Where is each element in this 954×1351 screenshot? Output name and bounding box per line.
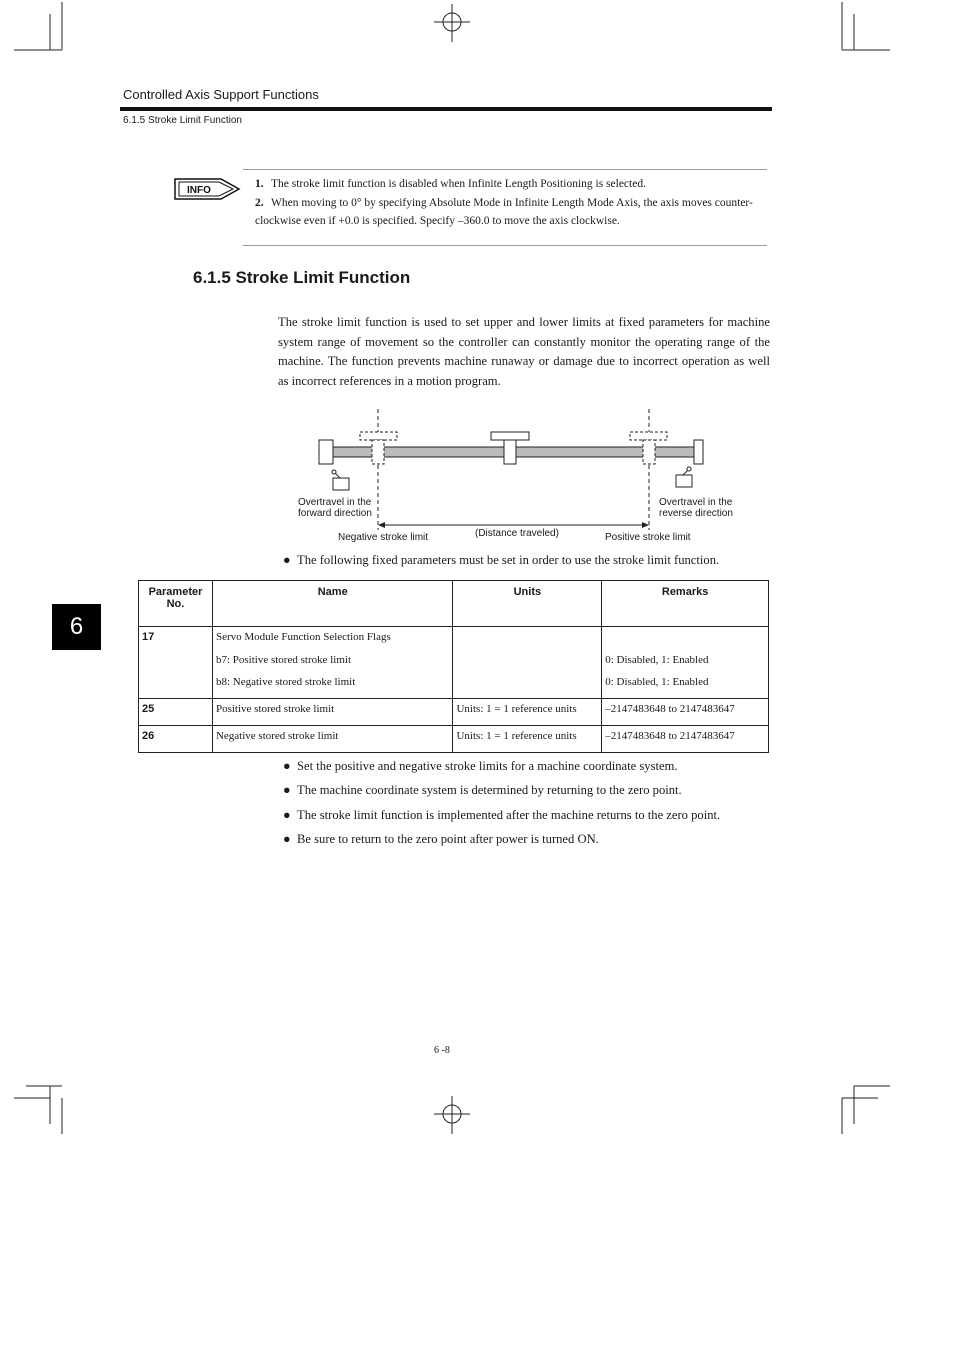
bullet-item: ● The machine coordinate system is determined by returning to the zero point. bbox=[283, 783, 682, 797]
info-item-1: 1. The stroke limit function is disabled when Infinite Length Positioning is selected. bbox=[255, 178, 646, 190]
bullet-dot-icon: ● bbox=[283, 759, 291, 773]
label-distance-traveled: (Distance traveled) bbox=[475, 528, 559, 539]
param-no: 26 bbox=[139, 726, 213, 753]
param-units: Units: 1 = 1 reference units bbox=[453, 699, 602, 726]
param-name: Negative stored stroke limit bbox=[212, 726, 453, 753]
bullet-dot-icon: ● bbox=[283, 553, 291, 567]
param-units bbox=[453, 627, 602, 699]
page-number: 6 -8 bbox=[434, 1045, 450, 1056]
param-name: Positive stored stroke limit bbox=[212, 699, 453, 726]
running-title: Controlled Axis Support Functions bbox=[123, 87, 319, 102]
header-name: Name bbox=[212, 581, 453, 627]
label-positive-stroke-limit: Positive stroke limit bbox=[605, 532, 691, 543]
label-overtravel-reverse: Overtravel in the reverse direction bbox=[659, 497, 733, 519]
table-row bbox=[139, 627, 769, 699]
info-arrow-icon bbox=[173, 177, 243, 201]
header-remarks: Remarks bbox=[602, 581, 769, 627]
info-icon-label: INFO bbox=[187, 185, 211, 196]
bullet-item: ● Be sure to return to the zero point after power is turned ON. bbox=[283, 832, 599, 846]
info-item-2: 2. When moving to 0° by specifying Absolute Mode in Infinite Length Mode Axis, the axis moves counter- bbox=[255, 197, 753, 209]
bullet-dot-icon: ● bbox=[283, 832, 291, 846]
section-title: 6.1.5 Stroke Limit Function bbox=[193, 268, 411, 287]
info-bottom-rule bbox=[243, 245, 767, 246]
info-item-2-continuation: clockwise even if +0.0 is specified. Specify –360.0 to move the axis clockwise. bbox=[255, 215, 620, 227]
running-section: 6.1.5 Stroke Limit Function bbox=[123, 115, 242, 126]
intro-paragraph: The stroke limit function is used to set upper and lower limits at fixed parameters for machine system range of movement so the controller can constantly monitor the operating range of the machine. The function prevents machine runaway or damage due to incorrect operation as well as incorrect references in a motion program. bbox=[278, 315, 770, 388]
header-rule bbox=[120, 107, 772, 111]
param-units: Units: 1 = 1 reference units bbox=[453, 726, 602, 753]
param-name: Servo Module Function Selection Flags b7: Positive stored stroke limit b8: Negative stored stroke limit bbox=[212, 627, 453, 699]
param-no: 17 bbox=[139, 627, 213, 699]
label-negative-stroke-limit: Negative stroke limit bbox=[338, 532, 429, 543]
bullet-dot-icon: ● bbox=[283, 808, 291, 822]
header-units: Units bbox=[453, 581, 602, 627]
bullet-dot-icon: ● bbox=[283, 783, 291, 797]
bullet-intro: ● The following fixed parameters must be set in order to use the stroke limit function. bbox=[283, 553, 720, 567]
label-overtravel-forward: Overtravel in the forward direction bbox=[298, 497, 372, 519]
bullet-item: ● Set the positive and negative stroke limits for a machine coordinate system. bbox=[283, 759, 678, 773]
bullet-item: ● The stroke limit function is implemented after the machine returns to the zero point. bbox=[283, 808, 721, 822]
table-row bbox=[139, 726, 769, 753]
info-top-rule bbox=[243, 169, 767, 170]
header-parameter-no: Parameter No. bbox=[139, 581, 213, 627]
parameter-table bbox=[138, 580, 769, 753]
table-header-row bbox=[139, 581, 769, 627]
param-remarks: 0: Disabled, 1: Enabled 0: Disabled, 1: Enabled bbox=[602, 627, 769, 699]
info-icon bbox=[173, 177, 243, 206]
param-remarks: –2147483648 to 2147483647 bbox=[602, 699, 769, 726]
param-remarks: –2147483648 to 2147483647 bbox=[602, 726, 769, 753]
param-no: 25 bbox=[139, 699, 213, 726]
chapter-tab: 6 bbox=[52, 604, 101, 650]
table-row bbox=[139, 699, 769, 726]
